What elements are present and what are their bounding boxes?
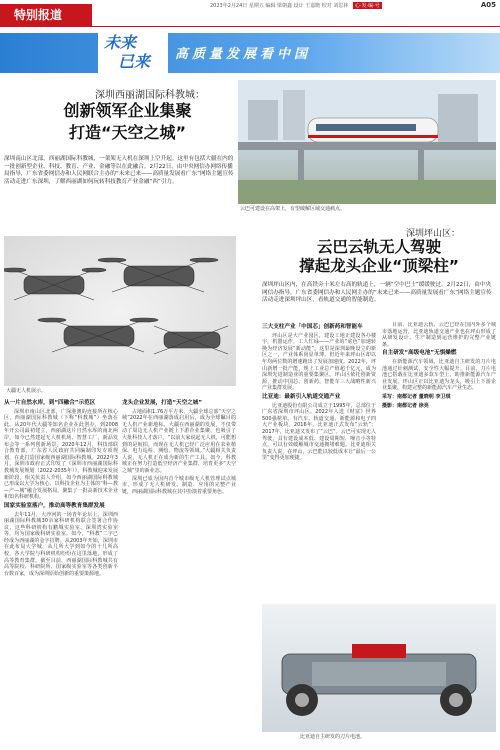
campaign-logo xyxy=(98,30,168,76)
chassis-caption: 比亚迪自主研发的刀片电池。 xyxy=(300,734,366,740)
article1-lead: 深圳南山区北部，西丽湖国际科教城，一架架无人机在深圳上空升起。这里有包括大疆在内的一批创新型企业、科技、教育、产业、金融等以在此融合。2月22日，由中央网信办网络传播局指导，广东省委网信办和人民网联合主办的“未来已来——高质量发展看广东”网络主题宣传活动走进广东深圳，了解西丽湖如何玩转科技教育产业金融“西”引力。 xyxy=(4,156,234,185)
page-number: A05 xyxy=(480,1,496,9)
date-line-text: 2023年2月24日 星期五 编辑 梁朝鑫 设计 王嘉瞻 校对 刘思林 xyxy=(210,3,349,9)
article1-column2 xyxy=(122,398,236,744)
banner-slogan: 高质量发展看中国 xyxy=(175,47,312,62)
article2-column2 xyxy=(382,322,496,602)
drone-illustration xyxy=(4,236,236,386)
date-line xyxy=(210,2,382,9)
article1-s3-heading: 龙头企业发展，打造“天空之城” xyxy=(122,400,203,406)
article1-s2-heading: 国家实验室落户，推动高等教育集群发展 xyxy=(4,502,105,509)
article1-title xyxy=(20,100,235,144)
article2-s3-text: 目前，比亚迪云轨、云巴已经在国内外多个城市落地运营，比亚迪轨道交通产业也在坪山形成了从研发设计、生产制造到运营维护的完整产业链条。 xyxy=(382,322,496,348)
article1-title-line1: 创新领军企业集聚 xyxy=(63,101,192,120)
header-rule xyxy=(0,26,500,27)
article1-s3-text: 占地面积1.76万平方米，大疆全球总部“天空之城”2022年在西丽湖落成启用后，成为全球瞩目的无人机产业新地标。大疆在西丽湖的发展，不仅带动了周边无人机产业链上下游企业集聚，也吸引了大批科技人才落户。“以前大家说起无人机，可能想到的是航拍，而现在无人机已经广泛应用在农业植保、电力巡检、测绘、物流等领域。”大疆相关负责人说，无人机正在成为新的生产工具。如今，科教城正在努力打造低空经济产业集群，培育更多“天空之城”里的新业态。 xyxy=(122,408,236,474)
article2-s1-text: 坪山区是大产业园区，建设工地正建设各办楼宇，机器运作，工人忙碌——产业的“底色”加速转换为经济发展“新动能”。这里是深圳最晚设立的新区之一，产业体系尚显单薄，但近年来坪山区却以年均两位数的增速跑出了发展加速度。2022年，坪山新增一批产能，规上工业总产值超千亿元，成为深圳先进制造业的重要集聚区。坪山区依托创新资源，推动中国芯、创新药、智能车三大战略性新兴产业集群发展。 xyxy=(262,332,376,392)
article2-s2-heading: 比亚迪：最新引入轨道交通产业 xyxy=(262,393,341,400)
logo-line1: 未来 xyxy=(104,33,137,52)
article2-kicker: 深圳坪山区： xyxy=(405,229,460,239)
article2-column1 xyxy=(262,322,376,602)
drone-photo xyxy=(4,236,236,386)
byline-writers: 采写：南都记者 董晓明 李卫琪 xyxy=(382,393,451,400)
article1-title-line2: 打造“天空之城” xyxy=(68,123,187,142)
article1-s1-heading: 从一片自然水库，到“四融合”示范区 xyxy=(4,400,96,406)
monorail-photo xyxy=(238,80,496,204)
section-tab: 特别报道 xyxy=(0,4,92,26)
article2-title xyxy=(262,238,496,276)
article2-s1-heading: 三大支柱产业「中国芯」创新药和智能车 xyxy=(262,324,363,330)
article2-title-line2: 撑起龙头企业“顶梁柱” xyxy=(299,257,459,275)
page-header xyxy=(0,0,500,22)
article2-s4-text: 在新能源汽车领域，比亚迪自主研发的刀片电池通过针刺测试，安全性大幅提升。目前，刀片电池已搭载在比亚迪多款车型上，助推新能源汽车产业发展。坪山区正以比亚迪为龙头，吸引上下游企业集聚，构建完整的新能源汽车产业生态。 xyxy=(382,358,496,392)
byline-photographer: 摄影：南都记者 徐亮 xyxy=(382,402,429,409)
article2-s4-heading: 自主研发“高级电池”无惧燥燃 xyxy=(382,350,457,357)
article1-s2-text: 去年11月，大沙河的一场青年论坛上，深圳西丽湖国际科教城30余家科研机构联合签署合作协议，这些科研机构有鹏城实验室、深圳湾实验室等，均为国家级科研实验室。如今，“科教”二字已经成为西丽湖的金字招牌。从2003年开始，深圳市在此布局大学城，从几所大学到如今的十几所高校，各大学院与科研机构纷纷在这里落地，形成了高等教育集群。截至目前，西丽湖国际科教城共有高等院校、科研院所、国家级实验室等各类创新平台数百家，成为深圳原始创新的重要策源地。 xyxy=(4,511,118,577)
article2-s2-text: 比亚迪股份有限公司成立于1995年，总部位于广东省深圳市坪山区。2022年入选《财富》世界500强榜单。有汽车、轨道交通、新能源和电子四大产业板块。2016年，比亚迪正式发布“云轨”；2017年，比亚迪又发布了“云巴”。云巴可实现无人驾驶，具有建设成本低、建设周期短、噪音小等特点，可以有效破解城市交通拥堵难题。比亚迪相关负责人说，在坪山，云巴能以较低成本让“最后一公里”变得更加便捷。 xyxy=(262,402,376,462)
monorail-caption: 云巴可建设在高架上，有望破解区域交通痛点。 xyxy=(240,206,346,212)
article2-lead: 深圳坪山区内，在高铁旁十米左右高的轨道上，一辆“空中巴士”缓缓驶过。2月22日，由中央网信办指导，广东省委网信办和人民网主办的“未来已来——高质量发展看广东”网络主题宣传活动走进深圳坪山区，看轨道交通的智能制造。 xyxy=(262,282,492,303)
drone-caption: 大疆无人机展示。 xyxy=(6,388,47,394)
blade-battery-photo xyxy=(262,604,496,732)
article1-s4-text: 深圳已成为国内首个城市级无人机管理试点城市，形成了无人机研发、制造、应用的完整产业链，西丽湖国际科教城在其中扮演着重要角色。 xyxy=(122,475,236,495)
article1-column1 xyxy=(4,398,118,744)
monorail-illustration xyxy=(238,80,496,204)
article1-s1-text: 深圳市南山区北部，广深港澳的连接所在核心区，西丽湖国际科教城（下称“科教城”）坐落在此。从20年代大疆等知名企业在此创办，到2008年开公司最初建立，西丽湖这片自然水库的南北两岸，如今已然建起无人机机场、智慧工厂、新品发布会等一系列创新场景。2020年12月，科技部联合教育部，广东省人民政府共同编制印发专项规划，在此打造国家级西丽湖国际科教城。2022年3月，深圳市政府正式印发了《深圳市西丽湖国际科教城发展规划（2022-2035年）》，科教城迎来发展新阶段。相关负责人介绍，如今西丽湖国际科教城已形成以大学为核心、以科技企业为主体的“科—教—产—城”融合发展格局，聚集了一批高新技术企业和知名科研机构。 xyxy=(4,408,118,501)
chassis-illustration xyxy=(262,604,496,732)
header-badge: 心·发·编·号 xyxy=(355,3,380,9)
article1-kicker: 深圳西丽湖国际科教城： xyxy=(95,90,205,101)
article2-title-line1: 云巴云轨无人驾驶 xyxy=(316,238,441,256)
logo-line2: 已来 xyxy=(118,52,151,71)
